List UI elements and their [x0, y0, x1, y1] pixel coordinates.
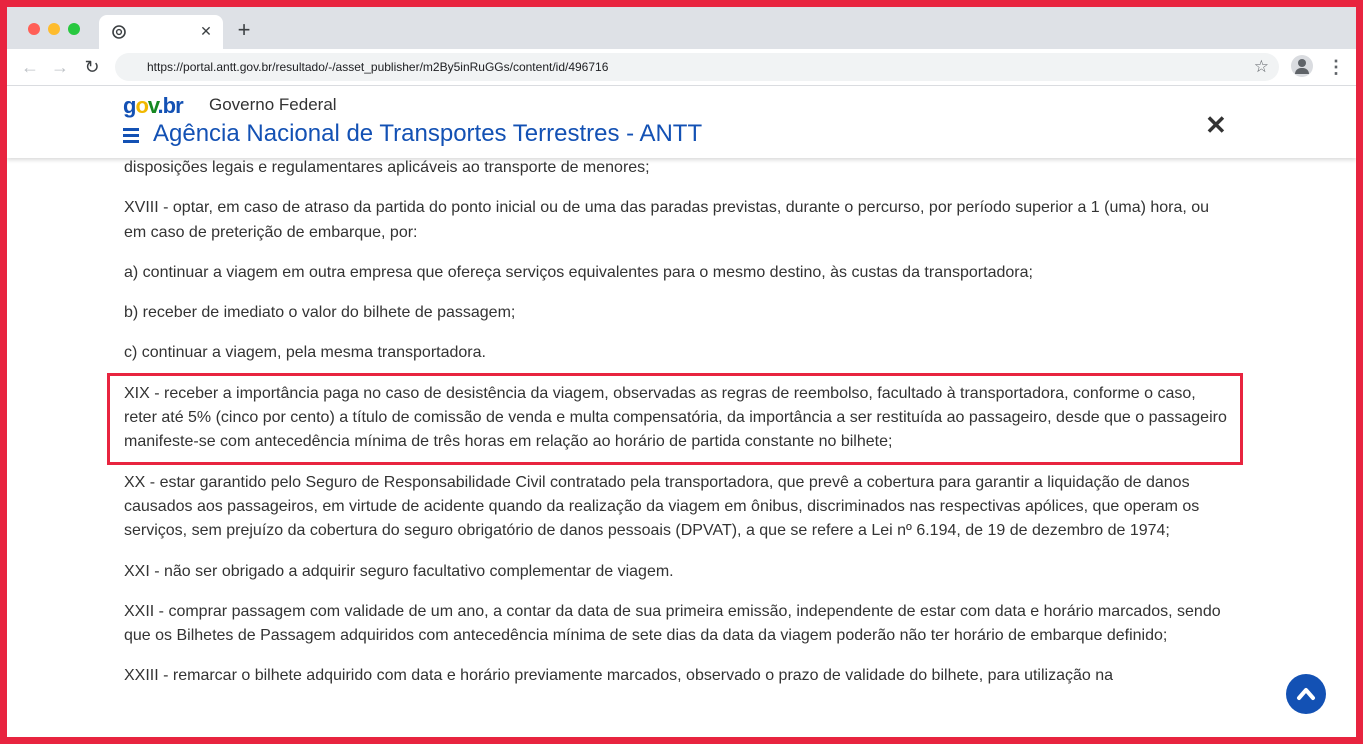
profile-avatar-icon[interactable] — [1291, 55, 1313, 77]
window-maximize-dot[interactable] — [68, 23, 80, 35]
paragraph: XVIII - optar, em caso de atraso da partida do ponto inicial ou de uma das paradas previstas, durante o percurso, por período superior a 1 (uma) hora, ou em caso de preterição de embarque, por: — [124, 199, 1210, 241]
paragraph: c) continuar a viagem, pela mesma transportadora. — [124, 344, 486, 362]
paragraph: XXII - comprar passagem com validade de um ano, a contar da data de sua primeira emissão, independente de estar com data e horário marcados, sendo que os Bilhetes de Passagem adquiridos com antecedência mínima de sete dias da data da viagem poderão não ter horário de embarque definido; — [124, 602, 1221, 645]
highlighted-paragraph: XIX - receber a importância paga no caso de desistência da viagem, observadas as regras de reembolso, facultado à transportadora, conforme o caso, reter até 5% (cinco por cento) a título de comissão de venda e multa compensatória, da importância a ser restituída ao passageiro, desde que o passageiro manifeste-se com antecedência mínima de três horas em relação ao horário de partida constante no bilhete; — [124, 384, 1227, 451]
paragraph: b) receber de imediato o valor do bilhete de passagem; — [124, 304, 516, 322]
tab-close-icon[interactable]: ✕ — [200, 23, 212, 39]
browser-toolbar — [7, 49, 1356, 86]
browser-window — [7, 7, 1356, 737]
chrome-icon — [112, 25, 126, 39]
new-tab-button[interactable]: + — [237, 17, 251, 42]
browser-tab[interactable] — [99, 15, 223, 49]
url-text[interactable]: https://portal.antt.gov.br/resultado/-/asset_publisher/m2By5inRuGGs/content/id/496716 — [147, 60, 609, 74]
forward-icon[interactable]: → — [51, 57, 69, 77]
close-icon[interactable]: ✕ — [1205, 110, 1227, 140]
window-close-dot[interactable] — [28, 23, 40, 35]
chevron-up-icon — [1296, 685, 1316, 701]
paragraph: XXIII - remarcar o bilhete adquirido com data e horário previamente marcados, observado o prazo de validade do bilhete, para utilização na — [124, 667, 1114, 685]
governo-federal-label[interactable]: Governo Federal — [209, 95, 337, 114]
paragraph: XXI - não ser obrigado a adquirir seguro facultativo complementar de viagem. — [124, 562, 674, 580]
address-bar[interactable] — [115, 53, 1279, 81]
agency-title[interactable]: Agência Nacional de Transportes Terrestres - ANTT — [153, 120, 703, 147]
paragraph: XX - estar garantido pelo Seguro de Responsabilidade Civil contratado pela transportadora, que prevê a cobertura para garantir a liquidação de danos causados aos passageiros, em virtude de acidente quando da realização da viagem em ônibus, discriminados nas respectivas apólices, que operam os serviços, sem prejuízo da cobertura do seguro obrigatório de danos pessoais (DPVAT), a que se refere a Lei nº 6.194, de 19 de dezembro de 1974; — [124, 473, 1200, 540]
reload-icon[interactable]: ↻ — [84, 57, 100, 77]
back-to-top-button[interactable] — [1286, 674, 1326, 714]
hamburger-menu-icon[interactable] — [123, 128, 139, 142]
tab-strip — [7, 7, 1356, 49]
web-page — [7, 86, 1356, 737]
site-header — [7, 86, 1356, 158]
back-icon[interactable]: ← — [21, 57, 39, 77]
window-minimize-dot[interactable] — [48, 23, 60, 35]
bookmark-star-icon[interactable]: ☆ — [1253, 57, 1269, 76]
paragraph: a) continuar a viagem em outra empresa que ofereça serviços equivalentes para o mesmo destino, às custas da transportadora; — [124, 263, 1033, 281]
article-content — [124, 156, 1229, 705]
paragraph: disposições legais e regulamentares aplicáveis ao transporte de menores; — [124, 159, 650, 176]
govbr-logo[interactable]: gov.br — [123, 93, 183, 118]
browser-menu-icon[interactable]: ⋮ — [1327, 57, 1345, 77]
